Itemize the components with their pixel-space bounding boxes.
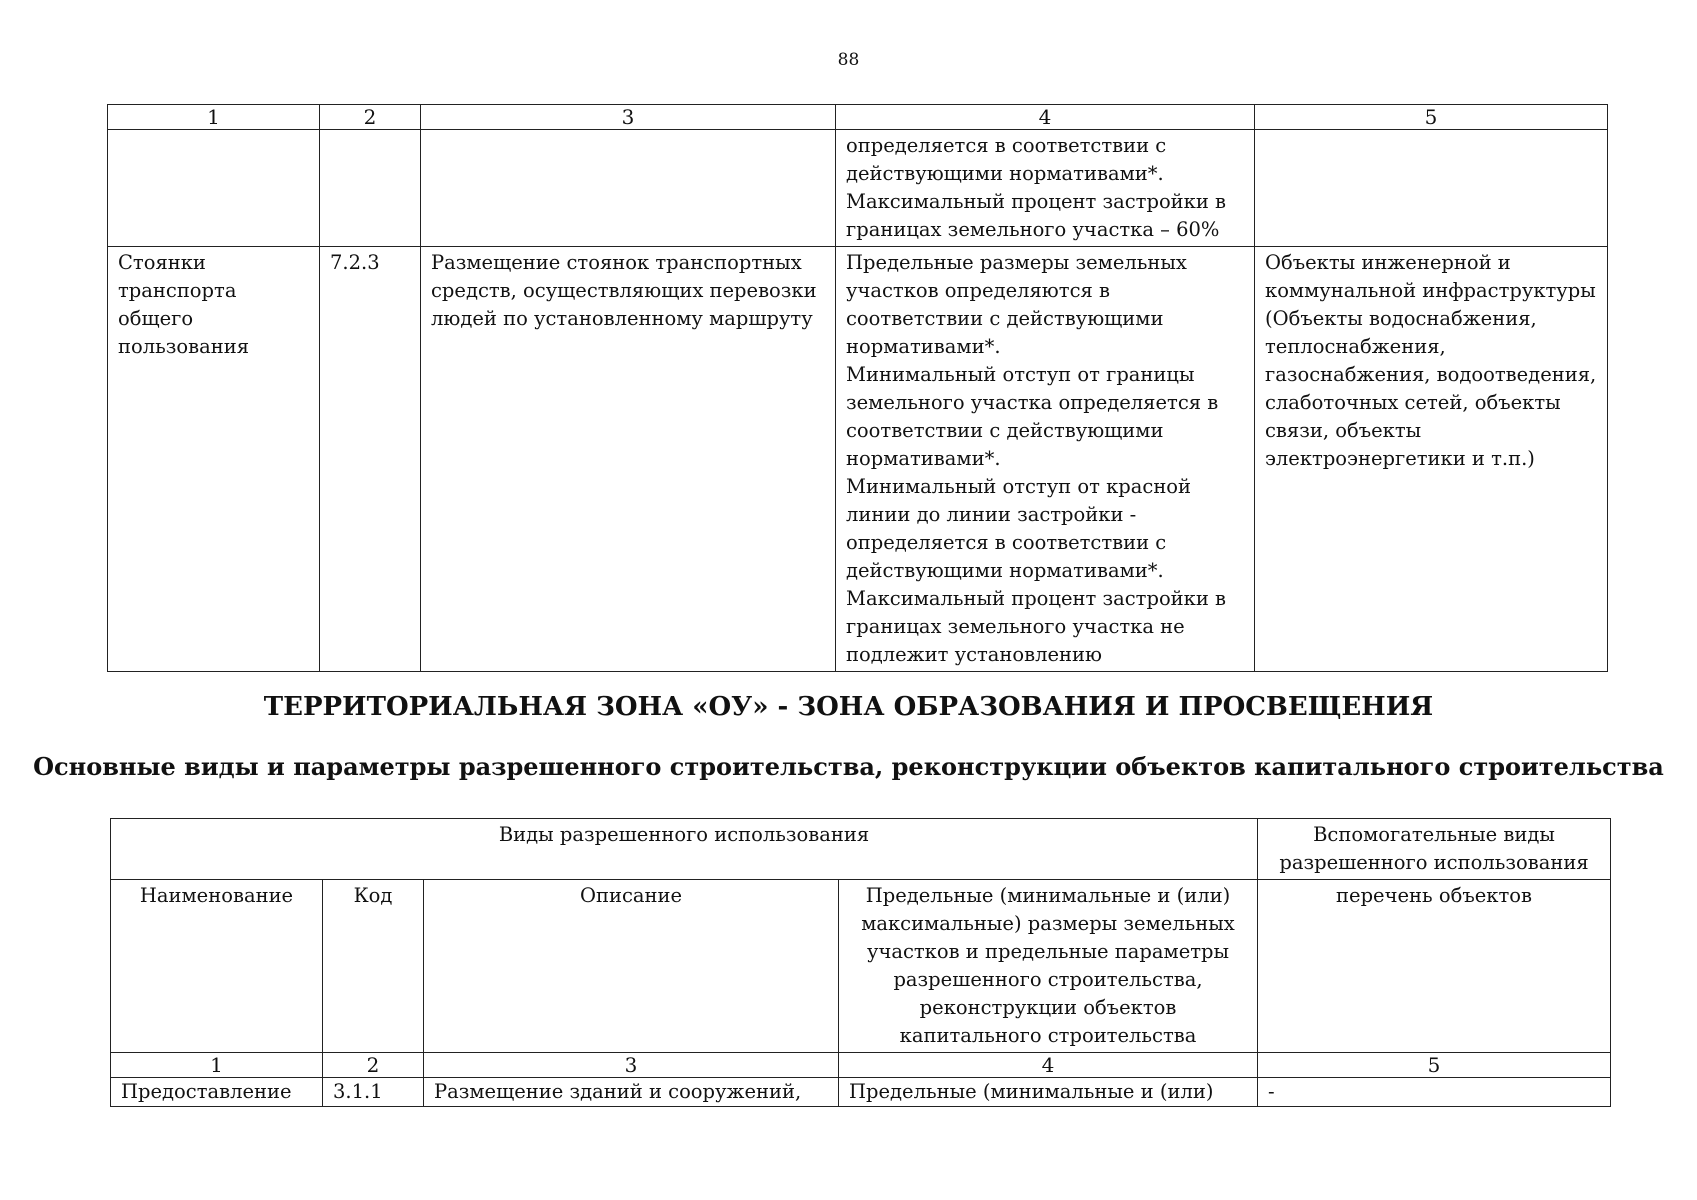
column-number: 2	[323, 1053, 424, 1078]
column-number: 1	[111, 1053, 323, 1078]
section-title: Основные виды и параметры разрешенного строительства, реконструкции объектов капитального строительства	[33, 752, 1664, 781]
header-description: Описание	[424, 880, 839, 1053]
column-number: 1	[108, 105, 320, 130]
header-parameters: Предельные (минимальные и (или) максимальные) размеры земельных участков и предельные параметры разрешенного строительства, реконструкции объектов капитального строительства	[839, 880, 1258, 1053]
use-code: 3.1.1	[323, 1078, 424, 1107]
table-row	[108, 247, 1608, 672]
use-name: Предоставление	[111, 1078, 323, 1107]
column-number: 5	[1255, 105, 1608, 130]
column-number: 2	[320, 105, 421, 130]
auxiliary-uses: Объекты инженерной и коммунальной инфраструктуры (Объекты водоснабжения, теплоснабжения, газоснабжения, водоотведения, слаботочных сетей, объекты связи, объекты электроэнергетики и т.п.)	[1255, 247, 1608, 672]
top-table	[107, 104, 1608, 672]
column-number: 4	[839, 1053, 1258, 1078]
column-number: 5	[1258, 1053, 1611, 1078]
zone-title: ТЕРРИТОРИАЛЬНАЯ ЗОНА «ОУ» - ЗОНА ОБРАЗОВАНИЯ И ПРОСВЕЩЕНИЯ	[263, 692, 1434, 722]
use-description: Размещение зданий и сооружений,	[424, 1078, 839, 1107]
bottom-table	[110, 818, 1611, 1107]
column-number: 3	[424, 1053, 839, 1078]
auxiliary-uses	[1255, 130, 1608, 247]
header-name: Наименование	[111, 880, 323, 1053]
column-header-row	[111, 880, 1611, 1053]
permitted-uses-header: Виды разрешенного использования	[111, 819, 1258, 880]
header-code: Код	[323, 880, 424, 1053]
column-number: 4	[836, 105, 1255, 130]
use-parameters: Предельные (минимальные и (или)	[839, 1078, 1258, 1107]
auxiliary-uses: -	[1258, 1078, 1611, 1107]
column-number: 3	[421, 105, 836, 130]
use-description	[421, 130, 836, 247]
use-parameters: Предельные размеры земельных участков определяются в соответствии с действующими нормативами*. Минимальный отступ от границы земельного участка определяется в соответствии с действующими нормативами*. Минимальный отступ от красной линии до линии застройки - определяется в соответствии с действующими нормативами*. Максимальный процент застройки в границах земельного участка не подлежит установлению	[836, 247, 1255, 672]
table-row	[111, 1078, 1611, 1107]
table-row	[108, 130, 1608, 247]
column-number-row	[111, 1053, 1611, 1078]
use-name: Стоянки транспорта общего пользования	[108, 247, 320, 672]
page-number: 88	[837, 50, 860, 70]
use-description: Размещение стоянок транспортных средств, осуществляющих перевозки людей по установленному маршруту	[421, 247, 836, 672]
header-auxiliary: перечень объектов	[1258, 880, 1611, 1053]
group-header-row	[111, 819, 1611, 880]
use-code: 7.2.3	[320, 247, 421, 672]
use-code	[320, 130, 421, 247]
use-parameters: определяется в соответствии с действующими нормативами*. Максимальный процент застройки в границах земельного участка – 60%	[836, 130, 1255, 247]
column-number-row	[108, 105, 1608, 130]
use-name	[108, 130, 320, 247]
auxiliary-uses-header: Вспомогательные виды разрешенного использования	[1258, 819, 1611, 880]
